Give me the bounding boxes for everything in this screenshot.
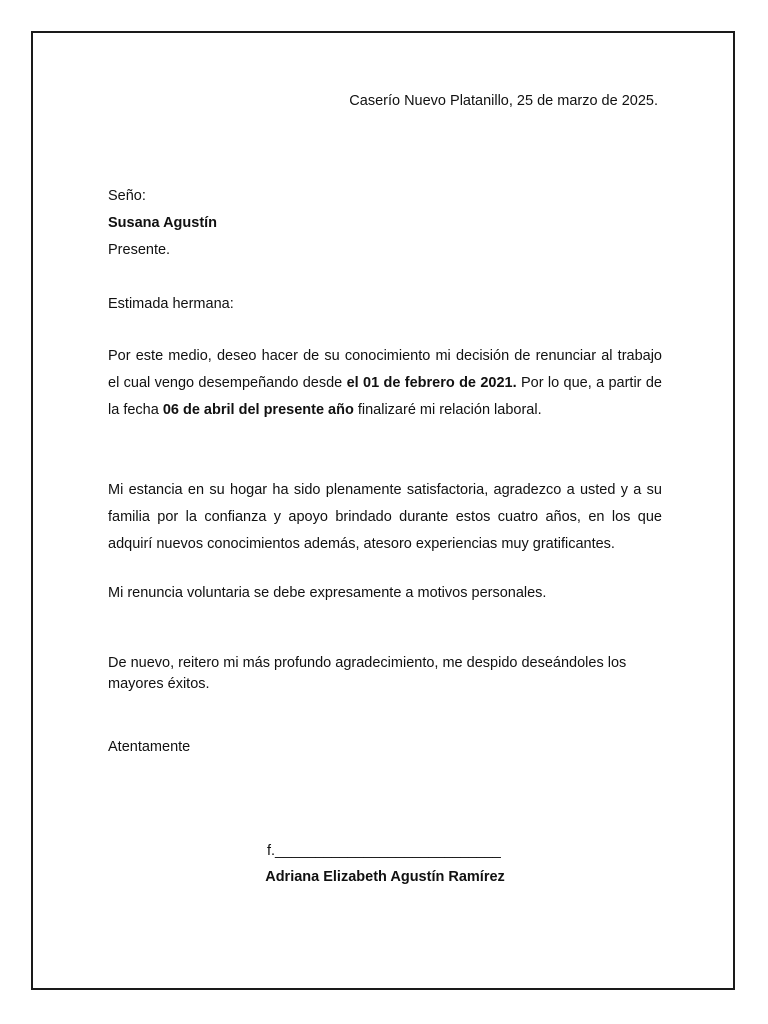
end-date-bold: 06 de abril del presente año bbox=[162, 402, 354, 418]
salutation-title: Seño: bbox=[108, 188, 146, 204]
start-date-bold: el 01 de febrero de 2021. bbox=[346, 375, 517, 391]
paragraph1-part3: finalizaré mi relación laboral. bbox=[353, 402, 542, 418]
place-date: Caserío Nuevo Platanillo, 25 de marzo de 2025. bbox=[349, 93, 658, 109]
paragraph-gratitude: Mi estancia en su hogar ha sido plenamente satisfactoria, agradezco a usted y a su familia por la confianza y apoyo brindado durante estos cuatro años, en los que adquirí nuevos conocimientos además, atesoro experiencias muy gratificantes. bbox=[108, 482, 662, 552]
paragraph1-part1: Por este medio, deseo hacer de su conocimiento mi decisión de renunciar al trabajo el cual vengo desempeñando desde bbox=[108, 348, 662, 391]
letter-page bbox=[31, 31, 735, 990]
presente-text: Presente. bbox=[108, 242, 171, 258]
paragraph-resignation bbox=[108, 343, 662, 424]
paragraph-reason: Mi renuncia voluntaria se debe expresamente a motivos personales. bbox=[108, 585, 547, 601]
closing: Atentamente bbox=[108, 739, 191, 755]
paragraph-farewell: De nuevo, reitero mi más profundo agradecimiento, me despido deseándoles los mayores éxitos. bbox=[108, 655, 627, 692]
signer-name: Adriana Elizabeth Agustín Ramírez bbox=[265, 869, 505, 885]
greeting: Estimada hermana: bbox=[108, 296, 234, 312]
recipient-name: Susana Agustín bbox=[108, 215, 218, 231]
paragraph1-part2: Por lo que, a partir de la fecha bbox=[108, 375, 662, 418]
signature-line: f.____________________________ bbox=[267, 843, 501, 859]
